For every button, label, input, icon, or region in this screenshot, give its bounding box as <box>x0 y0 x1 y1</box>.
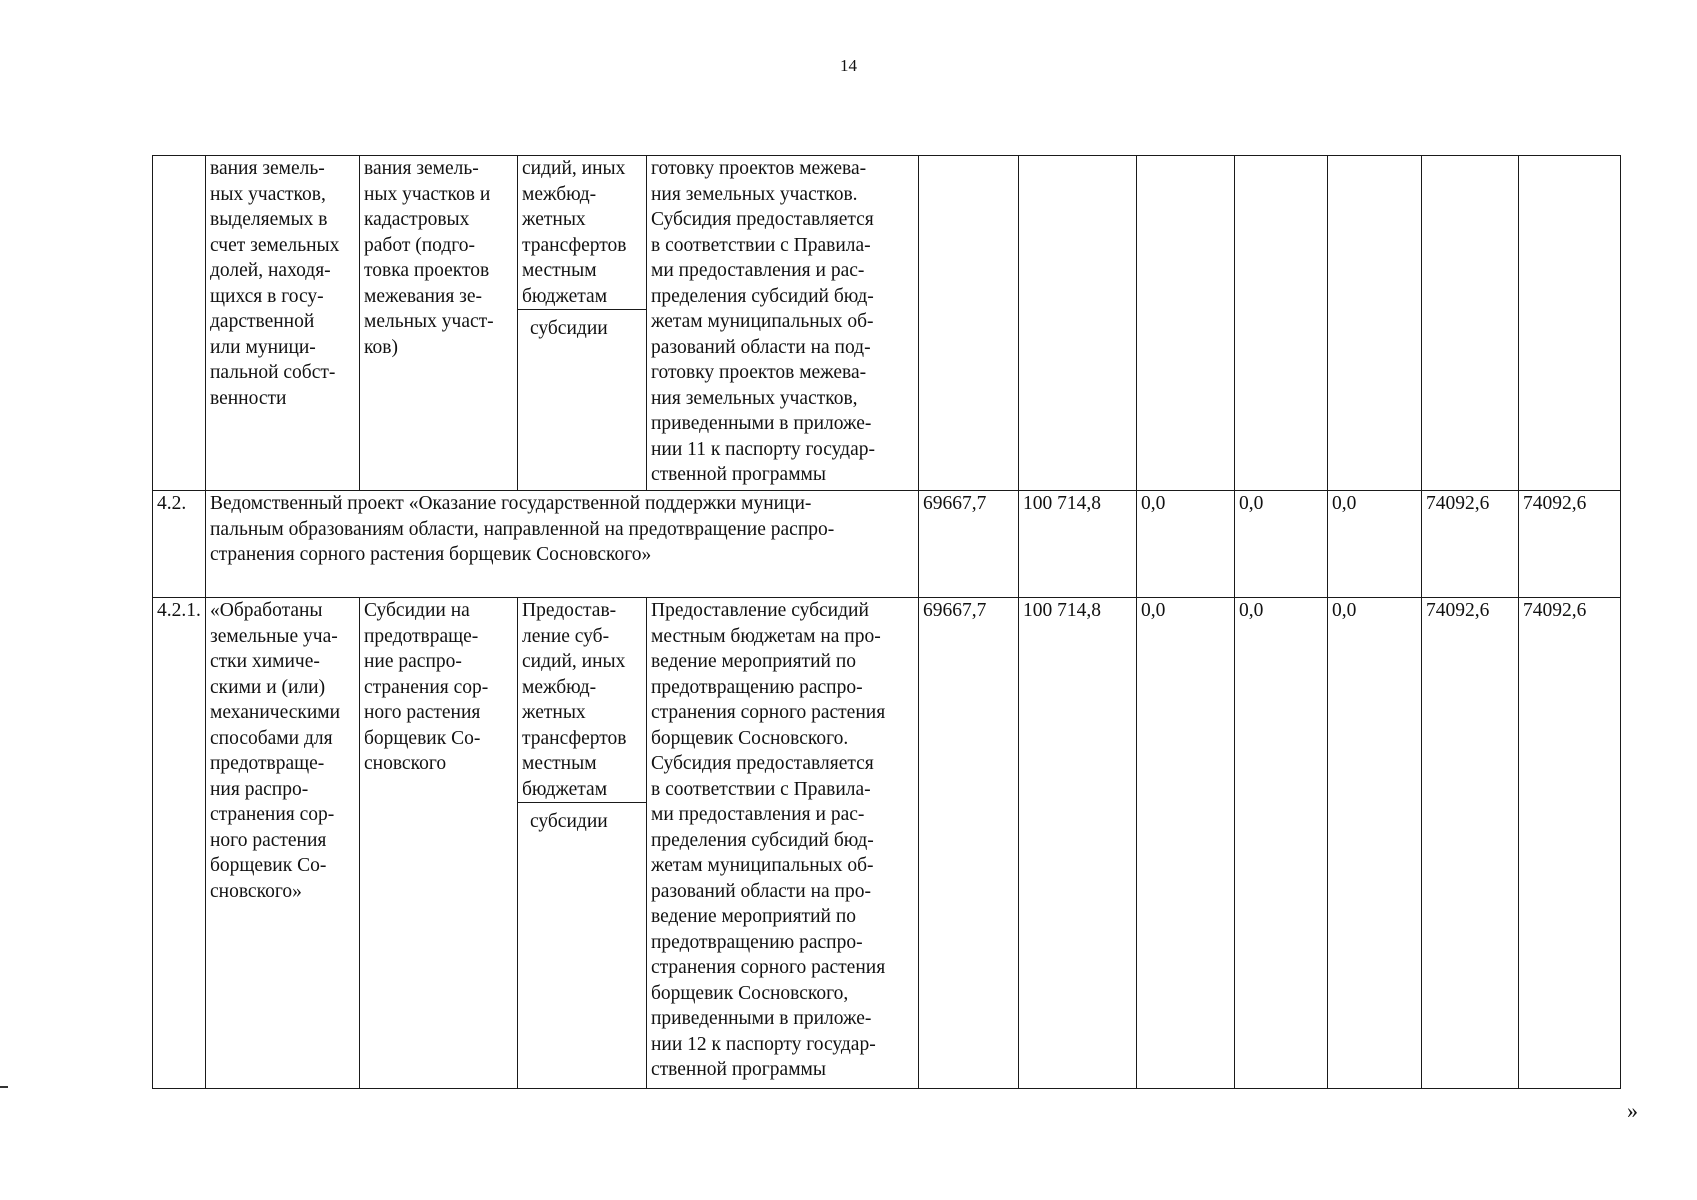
cell-value: 69667,7 <box>919 491 1019 598</box>
cell-result: «Обработаны земельные уча- стки химиче- скими и (или) механическими способами для предотвраще- ния распро- странения сор- ного растения борщевик Со- сновского» <box>206 598 360 1089</box>
cell-mechanism <box>518 156 647 491</box>
cell-value: 74092,6 <box>1422 491 1519 598</box>
scan-edge-mark <box>0 1086 8 1088</box>
page-number: 14 <box>840 56 857 75</box>
cell-value: 74092,6 <box>1519 491 1621 598</box>
table-row <box>153 156 1621 491</box>
cell-value: 0,0 <box>1235 598 1328 1089</box>
program-table <box>152 155 1621 1089</box>
cell-value: 0,0 <box>1137 491 1235 598</box>
cell-result: вания земель- ных участков, выделяемых в счет земельных долей, находя- щихся в госу- дарственной или муници- пальной собст- венности <box>206 156 360 491</box>
cell-measure: вания земель- ных участков и кадастровых работ (подго- товка проектов межевания зе- мельных участ- ков) <box>360 156 518 491</box>
cell-description: готовку проектов межева- ния земельных участков. Субсидия предоставляется в соответствии с Правила- ми предоставления и рас- пределения субсидий бюд- жетам муниципальных об- разований области на под- готовку проектов межева- ния земельных участков, приведенными в приложе- нии 11 к паспорту государ- ственной программы <box>647 156 919 491</box>
cell-value <box>1328 156 1422 491</box>
cell-value <box>1519 156 1621 491</box>
table-row <box>153 598 1621 1089</box>
cell-value: 0,0 <box>1137 598 1235 1089</box>
cell-value <box>919 156 1019 491</box>
cell-value <box>1137 156 1235 491</box>
cell-value <box>1019 156 1137 491</box>
cell-value: 69667,7 <box>919 598 1019 1089</box>
cell-value: 74092,6 <box>1519 598 1621 1089</box>
cell-num: 4.2.1. <box>153 598 206 1089</box>
cell-value: 74092,6 <box>1422 598 1519 1089</box>
mechanism-type: субсидии <box>530 811 608 832</box>
cell-num <box>153 156 206 491</box>
cell-value: 0,0 <box>1235 491 1328 598</box>
closing-quote-mark: » <box>1627 1098 1638 1123</box>
mechanism-type: субсидии <box>530 318 608 339</box>
cell-value <box>1422 156 1519 491</box>
cell-measure: Субсидии на предотвраще- ние распро- странения сор- ного растения борщевик Со- сновского <box>360 598 518 1089</box>
cell-description: Предоставление субсидий местным бюджетам на про- ведение мероприятий по предотвращению распро- странения сорного растения борщевик Сосновского. Субсидия предоставляется в соответствии с Правила- ми предоставления и рас- пределения субсидий бюд- жетам муниципальных об- разований области на про- ведение мероприятий по предотвращению распро- странения сорного растения борщевик Сосновского, приведенными в приложе- нии 12 к паспорту государ- ственной программы <box>647 598 919 1089</box>
cell-mechanism <box>518 598 647 1089</box>
cell-value: 0,0 <box>1328 598 1422 1089</box>
table-row <box>153 491 1621 598</box>
cell-value: 0,0 <box>1328 491 1422 598</box>
cell-value <box>1235 156 1328 491</box>
cell-value: 100 714,8 <box>1019 491 1137 598</box>
mechanism-text: Предостав- ление суб- сидий, иных межбюд- жетных трансфертов местным бюджетам <box>518 598 646 803</box>
cell-project-title: Ведомственный проект «Оказание государственной поддержки муници- пальным образованиям области, направленной на предотвращение распро- странения сорного растения борщевик Сосновского» <box>206 491 919 598</box>
cell-num: 4.2. <box>153 491 206 598</box>
cell-value: 100 714,8 <box>1019 598 1137 1089</box>
mechanism-text: сидий, иных межбюд- жетных трансфертов местным бюджетам <box>518 156 646 310</box>
